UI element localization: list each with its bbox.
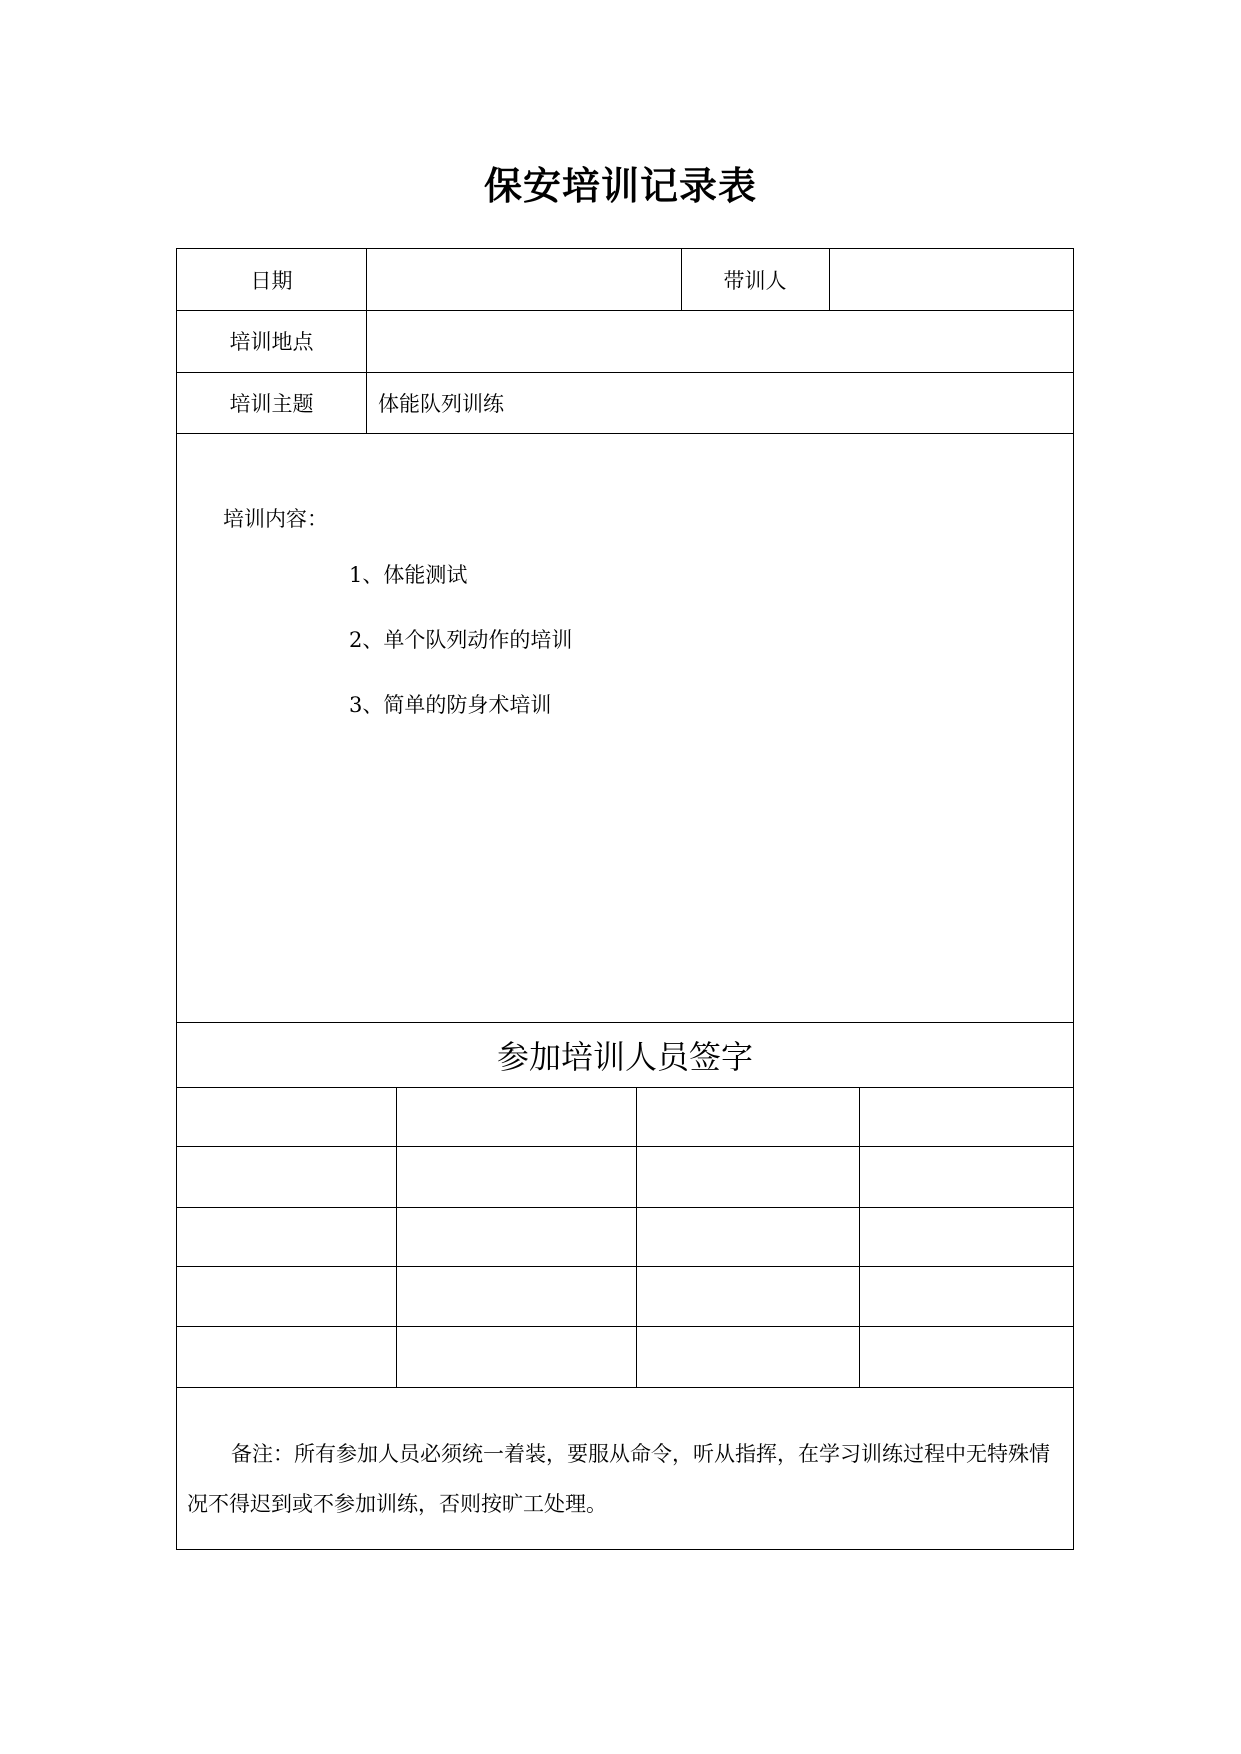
- signature-cell[interactable]: [636, 1207, 859, 1266]
- topic-value[interactable]: 体能队列训练: [378, 391, 504, 416]
- date-field[interactable]: [373, 249, 673, 310]
- signature-cell[interactable]: [396, 1146, 636, 1207]
- signature-cell[interactable]: [859, 1207, 1073, 1266]
- note-text: 备注：所有参加人员必须统一着装，要服从命令，听从指挥，在学习训练过程中无特殊情况不得迟到或不参加训练，否则按旷工处理。: [187, 1442, 1050, 1516]
- signature-cell[interactable]: [859, 1146, 1073, 1207]
- content-item: 3、简单的防身术培训: [349, 693, 552, 717]
- signature-cell[interactable]: [177, 1146, 396, 1207]
- page-title: 保安培训记录表: [483, 163, 757, 208]
- column-divider: [829, 249, 830, 310]
- signature-cell[interactable]: [396, 1266, 636, 1326]
- topic-label: 培训主题: [229, 391, 314, 416]
- signature-cell[interactable]: [859, 1266, 1073, 1326]
- location-label: 培训地点: [229, 330, 314, 354]
- signature-cell[interactable]: [177, 1087, 396, 1146]
- row-divider: [177, 1387, 1073, 1388]
- signature-cell[interactable]: [396, 1207, 636, 1266]
- location-field[interactable]: [373, 310, 1063, 372]
- trainer-label: 带训人: [723, 268, 787, 293]
- signature-cell[interactable]: [636, 1266, 859, 1326]
- content-item: 2、单个队列动作的培训: [349, 628, 573, 652]
- signature-cell[interactable]: [396, 1326, 636, 1387]
- signature-cell[interactable]: [859, 1326, 1073, 1387]
- trainer-field[interactable]: [837, 249, 1067, 310]
- signature-cell[interactable]: [177, 1326, 396, 1387]
- signature-section-title: 参加培训人员签字: [496, 1038, 753, 1076]
- content-list: [349, 561, 572, 756]
- signature-cell[interactable]: [396, 1087, 636, 1146]
- signature-cell[interactable]: [636, 1146, 859, 1207]
- signature-cell[interactable]: [636, 1326, 859, 1387]
- date-label: 日期: [250, 268, 293, 293]
- content-item: 1、体能测试: [349, 563, 468, 587]
- content-label: 培训内容：: [223, 507, 328, 531]
- column-divider: [366, 249, 367, 433]
- signature-cell[interactable]: [636, 1087, 859, 1146]
- signature-cell[interactable]: [177, 1266, 396, 1326]
- signature-cell[interactable]: [177, 1207, 396, 1266]
- training-record-form: [176, 248, 1074, 1550]
- row-divider: [177, 433, 1073, 434]
- signature-cell[interactable]: [859, 1087, 1073, 1146]
